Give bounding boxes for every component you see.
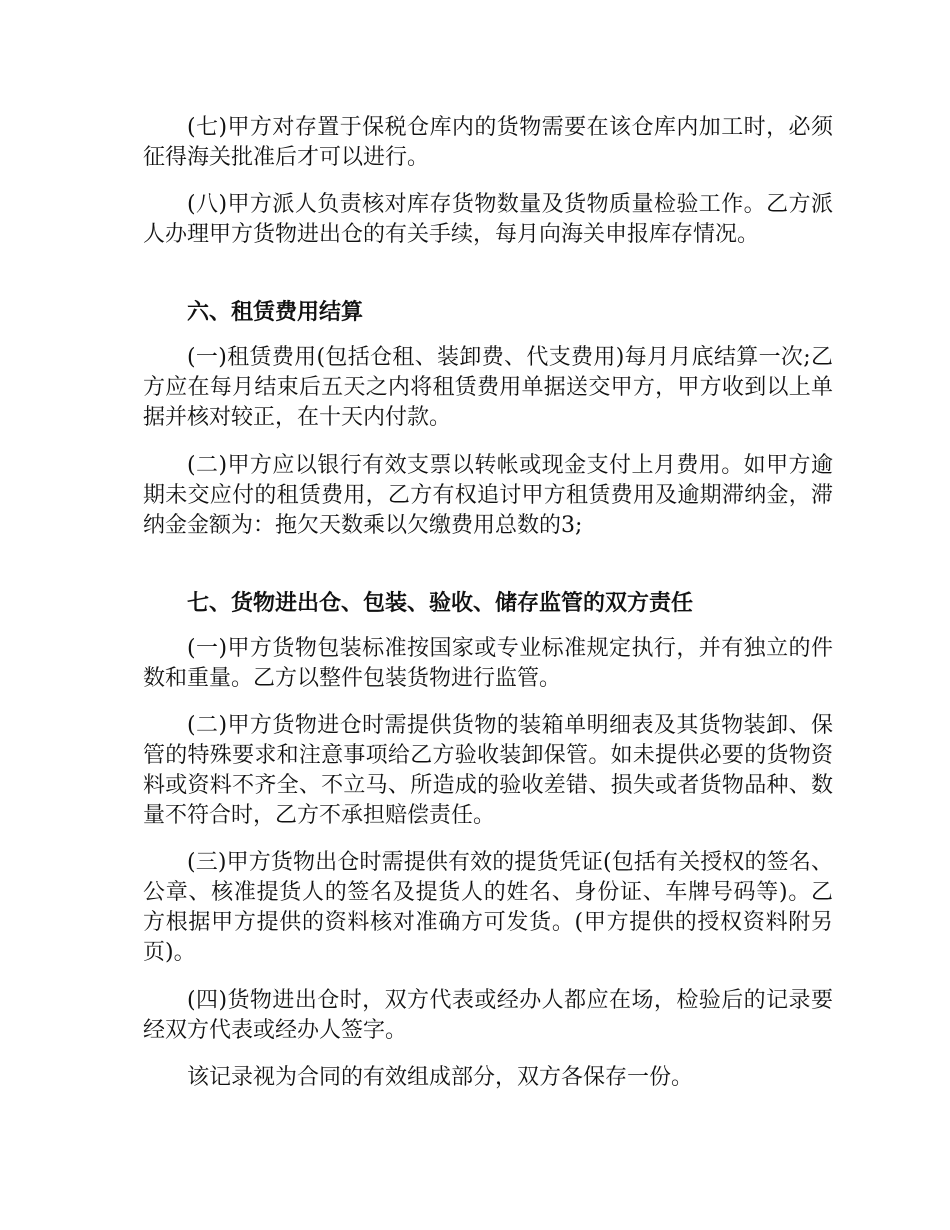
section-6-item-1: (一)租赁费用(包括仓租、装卸费、代支费用)每月月底结算一次;乙方应在每月结束后五天之内将租赁费用单据送交甲方，甲方收到以上单据并核对较正，在十天内付款。 <box>143 345 833 430</box>
section-6-item-2: (二)甲方应以银行有效支票以转帐或现金支付上月费用。如甲方逾期未交应付的租赁费用，乙方有权追讨甲方租赁费用及逾期滞纳金，滞纳金金额为：拖欠天数乘以欠缴费用总数的3; <box>143 453 833 538</box>
section-7-heading: 七、货物进出仓、包装、验收、储存监管的双方责任 <box>187 590 694 616</box>
section-7-item-3: (三)甲方货物出仓时需提供有效的提货凭证(包括有关授权的签名、公章、核准提货人的签名及提货人的姓名、身份证、车牌号码等)。乙方根据甲方提供的资料核对准确方可发货。(甲方提供的授权资料附另页)。 <box>143 850 833 965</box>
paragraph-item-8: (八)甲方派人负责核对库存货物数量及货物质量检验工作。乙方派人办理甲方货物进出仓的有关手续，每月向海关申报库存情况。 <box>143 192 833 247</box>
section-7-item-1: (一)甲方货物包装标准按国家或专业标准规定执行，并有独立的件数和重量。乙方以整件包装货物进行监管。 <box>143 636 833 691</box>
section-7-item-4: (四)货物进出仓时，双方代表或经办人都应在场，检验后的记录要经双方代表或经办人签字。 <box>143 988 833 1043</box>
section-7-note: 该记录视为合同的有效组成部分，双方各保存一份。 <box>187 1065 694 1090</box>
section-6-heading: 六、租赁费用结算 <box>187 299 364 325</box>
section-7-item-2: (二)甲方货物进仓时需提供货物的装箱单明细表及其货物装卸、保管的特殊要求和注意事项给乙方验收装卸保管。如未提供必要的货物资料或资料不齐全、不立马、所造成的验收差错、损失或者货物品种、数量不符合时，乙方不承担赔偿责任。 <box>143 713 833 828</box>
paragraph-item-7: (七)甲方对存置于保税仓库内的货物需要在该仓库内加工时，必须征得海关批准后才可以进行。 <box>143 115 833 170</box>
